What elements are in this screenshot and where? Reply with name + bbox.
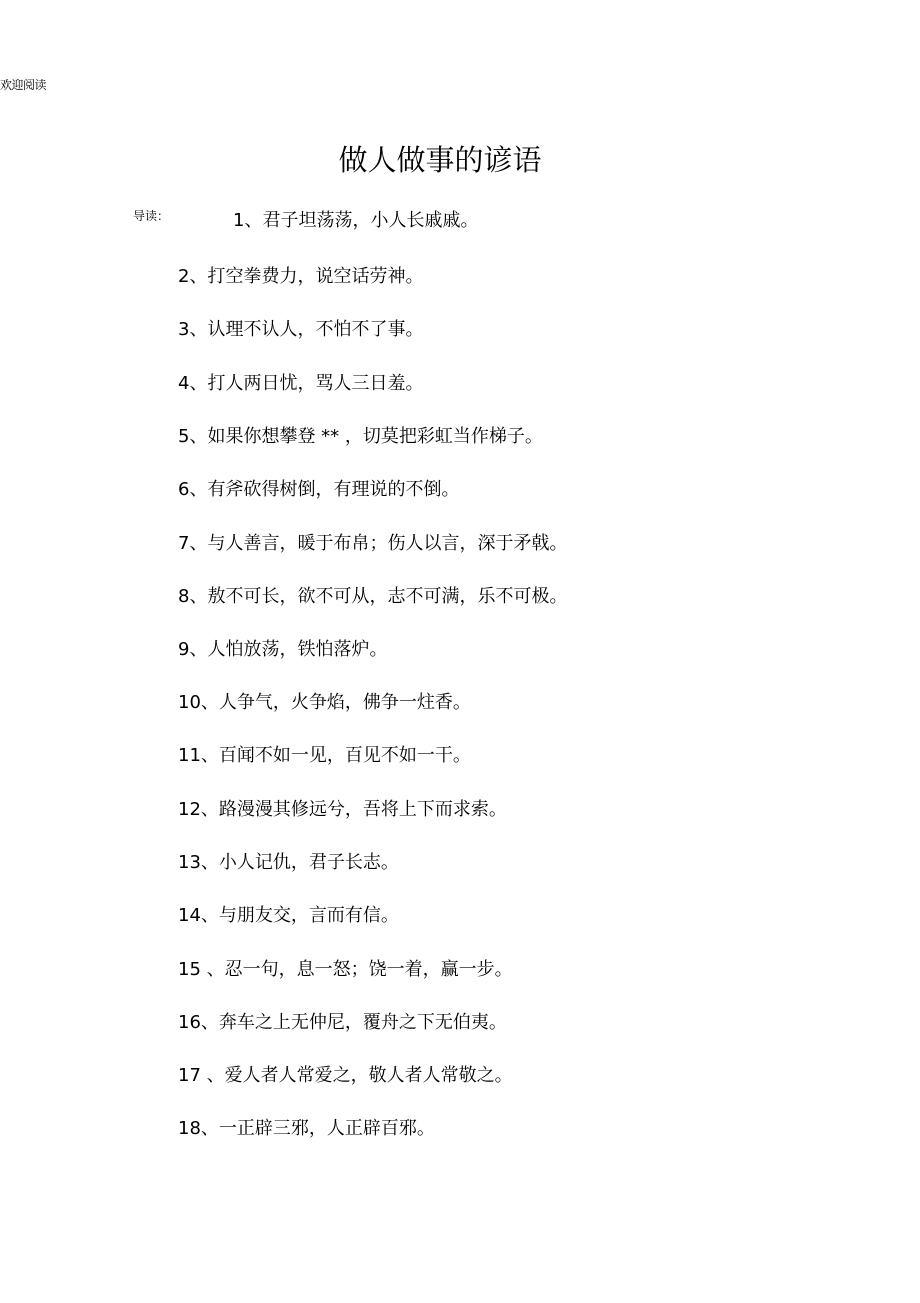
proverb-item: 10、人争气，火争焰，佛争一炷香。	[178, 692, 471, 713]
intro-label: 导读：	[133, 209, 170, 223]
proverb-item: 1、君子坦荡荡，小人长戚戚。	[233, 210, 479, 231]
proverb-item: 5、如果你想攀登 ** ，切莫把彩虹当作梯子。	[178, 426, 543, 447]
proverb-item: 6、有斧砍得树倒，有理说的不倒。	[178, 479, 460, 500]
proverb-item: 18、一正辟三邪，人正辟百邪。	[178, 1118, 435, 1139]
proverb-item: 4、打人两日忧，骂人三日羞。	[178, 373, 424, 394]
proverb-item: 13、小人记仇，君子长志。	[178, 852, 399, 873]
proverb-item: 14、与朋友交，言而有信。	[178, 905, 399, 926]
document-title: 做人做事的谚语	[338, 143, 542, 177]
proverb-item: 17 、爱人者人常爱之，敬人者人常敬之。	[178, 1065, 513, 1086]
proverb-item: 15 、忍一句，息一怒；饶一着，赢一步。	[178, 959, 513, 980]
proverb-item: 7、与人善言，暖于布帛；伤人以言，深于矛戟。	[178, 533, 568, 554]
proverb-item: 12、路漫漫其修远兮，吾将上下而求索。	[178, 799, 507, 820]
proverb-item: 11、百闻不如一见，百见不如一干。	[178, 745, 471, 766]
proverb-item: 9、人怕放荡，铁怕落炉。	[178, 639, 388, 660]
proverb-item: 3、认理不认人，不怕不了事。	[178, 319, 424, 340]
proverb-item: 8、敖不可长，欲不可从，志不可满，乐不可极。	[178, 586, 568, 607]
header-note: 欢迎阅读	[0, 78, 47, 92]
proverb-item: 16、奔车之上无仲尼，覆舟之下无伯夷。	[178, 1012, 507, 1033]
proverb-item: 2、打空拳费力，说空话劳神。	[178, 266, 424, 287]
